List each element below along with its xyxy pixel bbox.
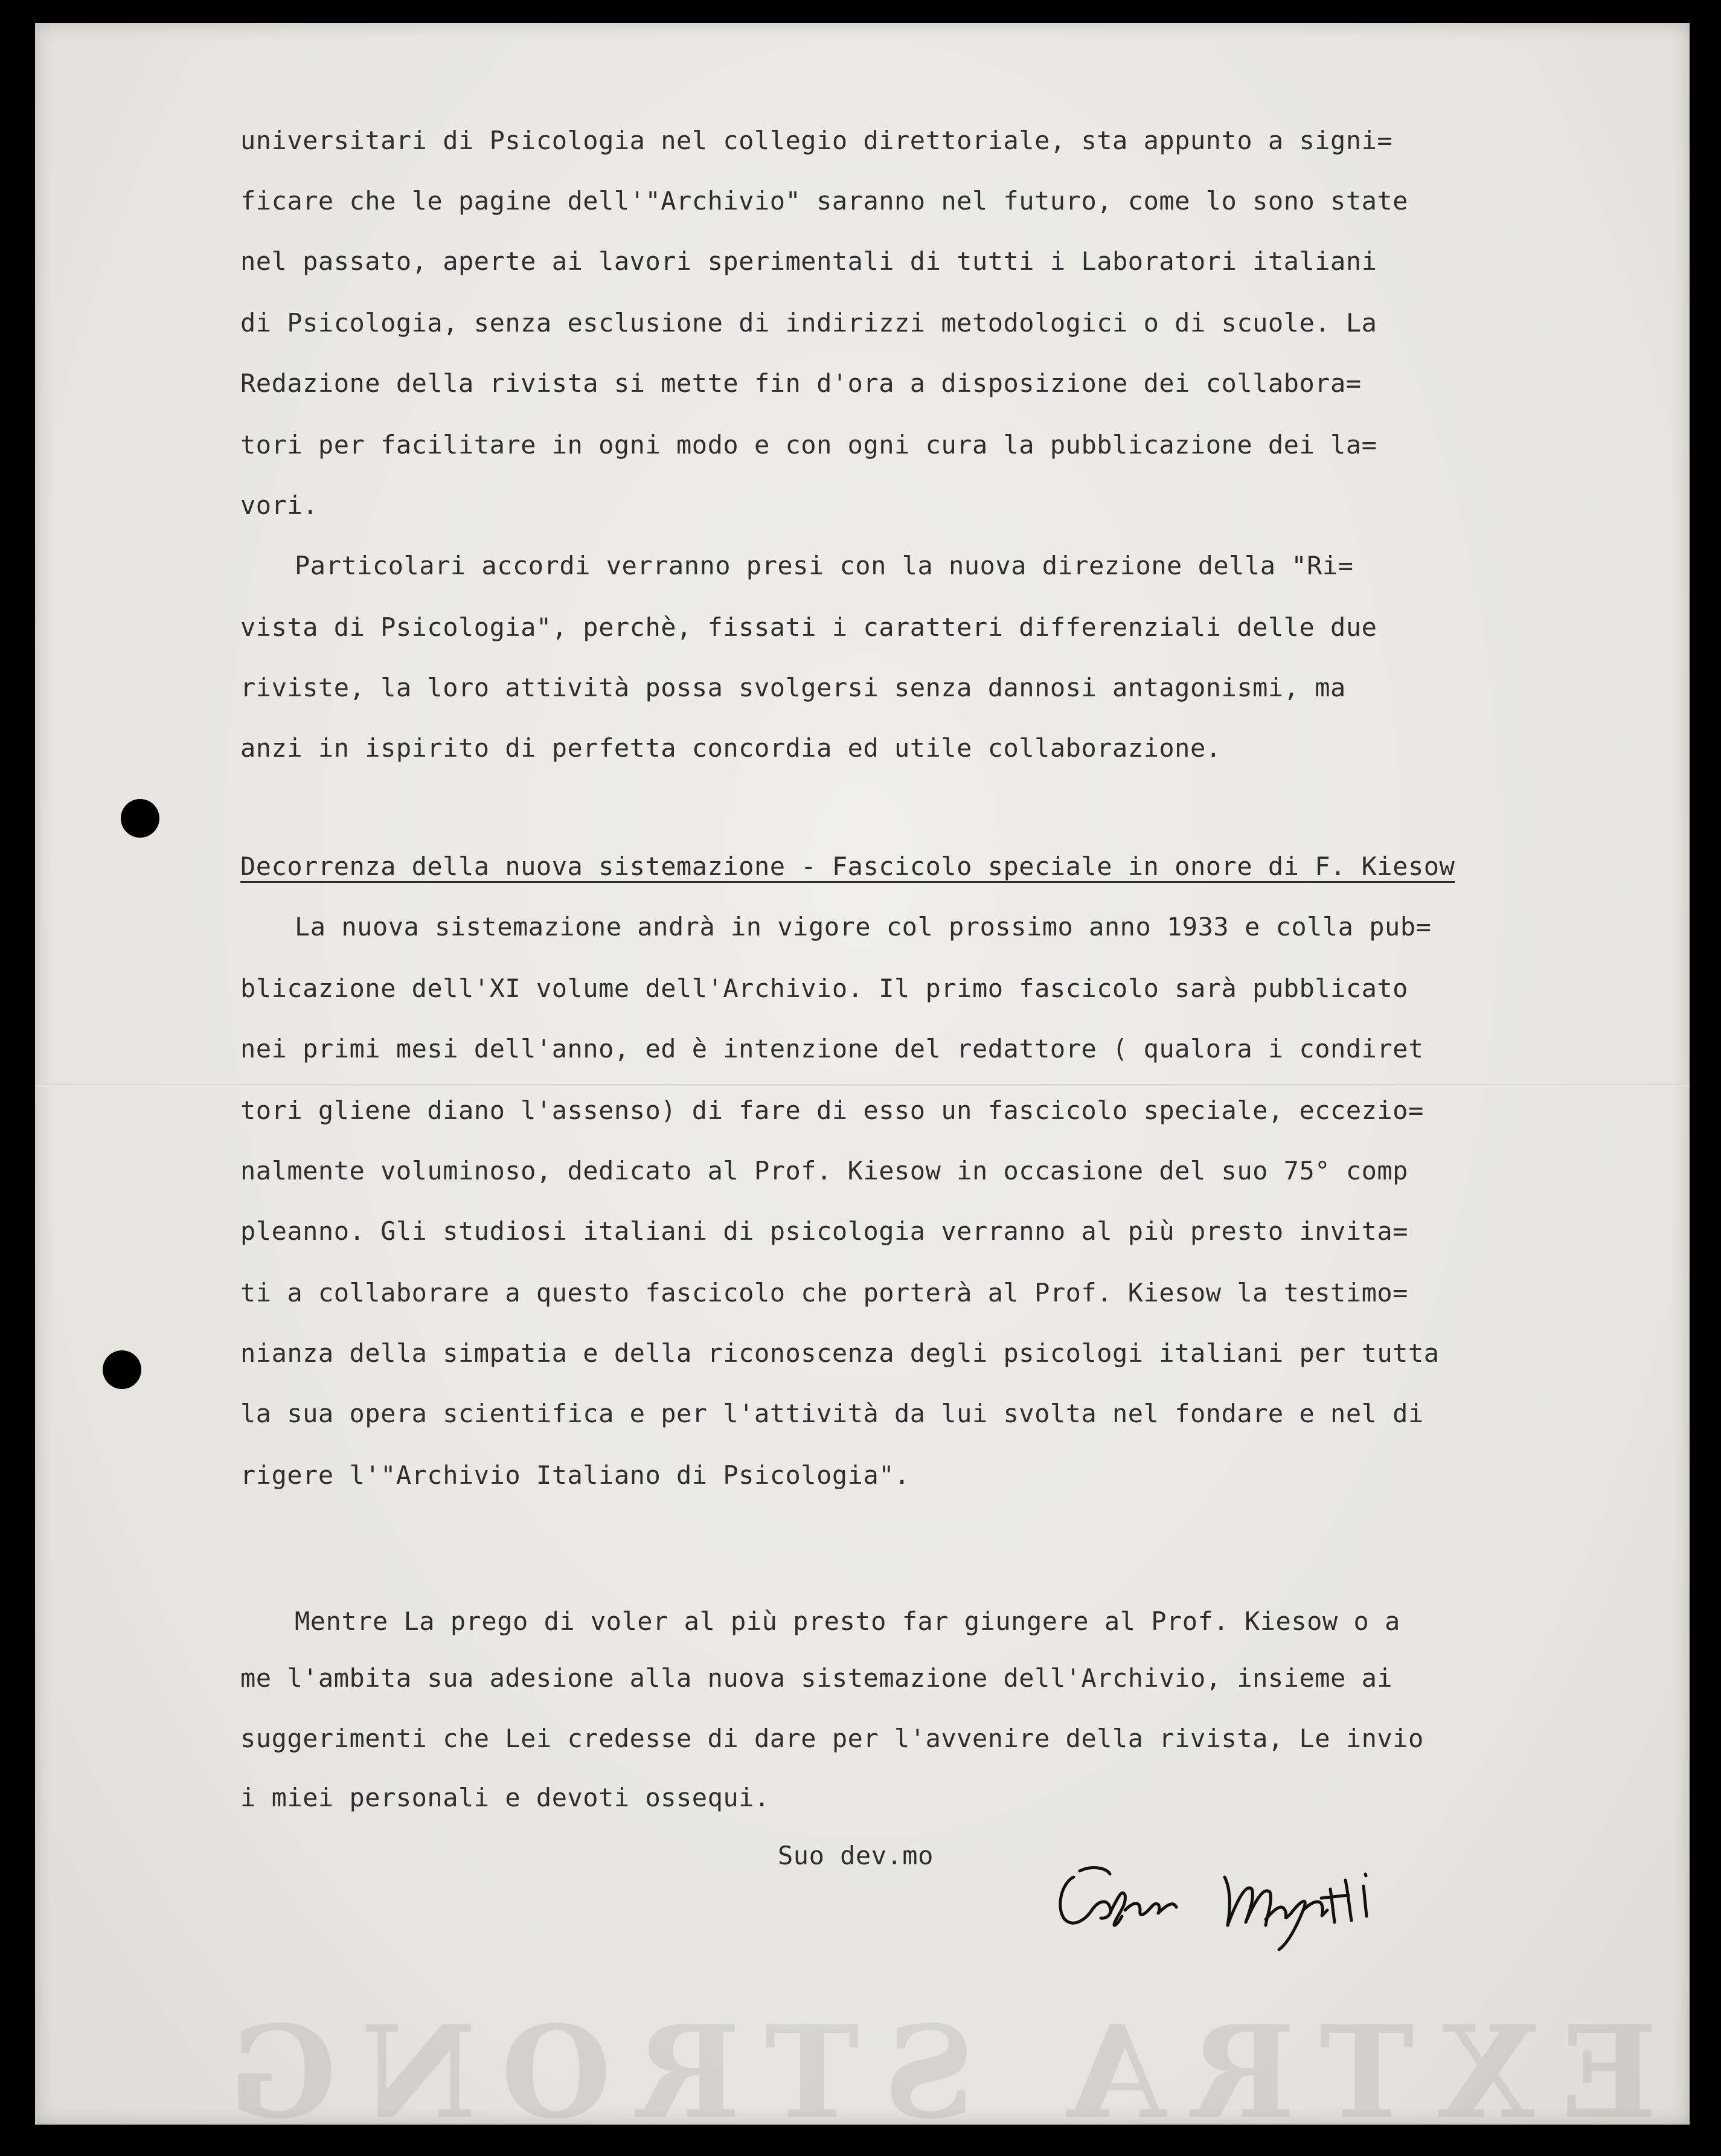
- text-line: nel passato, aperte ai lavori sperimentali di tutti i Laboratori italiani: [240, 246, 1377, 276]
- text-line: suggerimenti che Lei credesse di dare per l'avvenire della rivista, Le invio: [240, 1724, 1424, 1753]
- letter-body: [35, 23, 1690, 2125]
- text-line: la sua opera scientifica e per l'attività da lui svolta nel fondare e nel di: [240, 1399, 1424, 1428]
- text-line: universitari di Psicologia nel collegio direttoriale, sta appunto a signi=: [240, 126, 1393, 155]
- letter-page: [35, 23, 1690, 2125]
- text-line: riviste, la loro attività possa svolgersi senza dannosi antagonismi, ma: [240, 673, 1346, 702]
- text-line: di Psicologia, senza esclusione di indirizzi metodologici o di scuole. La: [240, 308, 1377, 338]
- text-line: blicazione dell'XI volume dell'Archivio. Il primo fascicolo sarà pubblicato: [240, 974, 1408, 1003]
- text-line: Redazione della rivista si mette fin d'ora a disposizione dei collabora=: [240, 368, 1362, 398]
- text-line: pleanno. Gli studiosi italiani di psicologia verranno al più presto invita=: [240, 1216, 1408, 1246]
- text-line: nianza della simpatia e della riconoscenza degli psicologi italiani per tutta: [240, 1338, 1440, 1368]
- text-line: rigere l'"Archivio Italiano di Psicologia".: [240, 1460, 910, 1490]
- text-line: Particolari accordi verranno presi con la nuova direzione della "Ri=: [295, 551, 1354, 580]
- section-heading: Decorrenza della nuova sistemazione - Fascicolo speciale in onore di F. Kiesow: [240, 852, 1455, 881]
- text-line: ficare che le pagine dell'"Archivio" saranno nel futuro, come lo sono state: [240, 186, 1408, 216]
- text-line: nalmente voluminoso, dedicato al Prof. Kiesow in occasione del suo 75° comp: [240, 1156, 1408, 1185]
- closing-formula: Suo dev.mo: [778, 1841, 934, 1870]
- text-line: nei primi mesi dell'anno, ed è intenzione del redattore ( qualora i condiret: [240, 1034, 1424, 1064]
- text-line: i miei personali e devoti ossequi.: [240, 1783, 770, 1812]
- text-line: Mentre La prego di voler al più presto far giungere al Prof. Kiesow o a: [295, 1606, 1400, 1636]
- text-line: vori.: [240, 490, 318, 520]
- text-line: anzi in ispirito di perfetta concordia ed utile collaborazione.: [240, 733, 1222, 763]
- text-line: me l'ambita sua adesione alla nuova sistemazione dell'Archivio, insieme ai: [240, 1663, 1393, 1693]
- text-line: ti a collaborare a questo fascicolo che porterà al Prof. Kiesow la testimo=: [240, 1278, 1408, 1307]
- text-line: tori gliene diano l'assenso) di fare di esso un fascicolo speciale, eccezio=: [240, 1096, 1424, 1125]
- handwritten-signature: [1050, 1853, 1424, 1955]
- text-line: vista di Psicologia", perchè, fissati i caratteri differenziali delle due: [240, 612, 1377, 642]
- text-line: La nuova sistemazione andrà in vigore col prossimo anno 1933 e colla pub=: [295, 912, 1432, 942]
- paper-watermark: EXTRA STRONG: [204, 1998, 1658, 2125]
- text-line: tori per facilitare in ogni modo e con ogni cura la pubblicazione dei la=: [240, 430, 1377, 460]
